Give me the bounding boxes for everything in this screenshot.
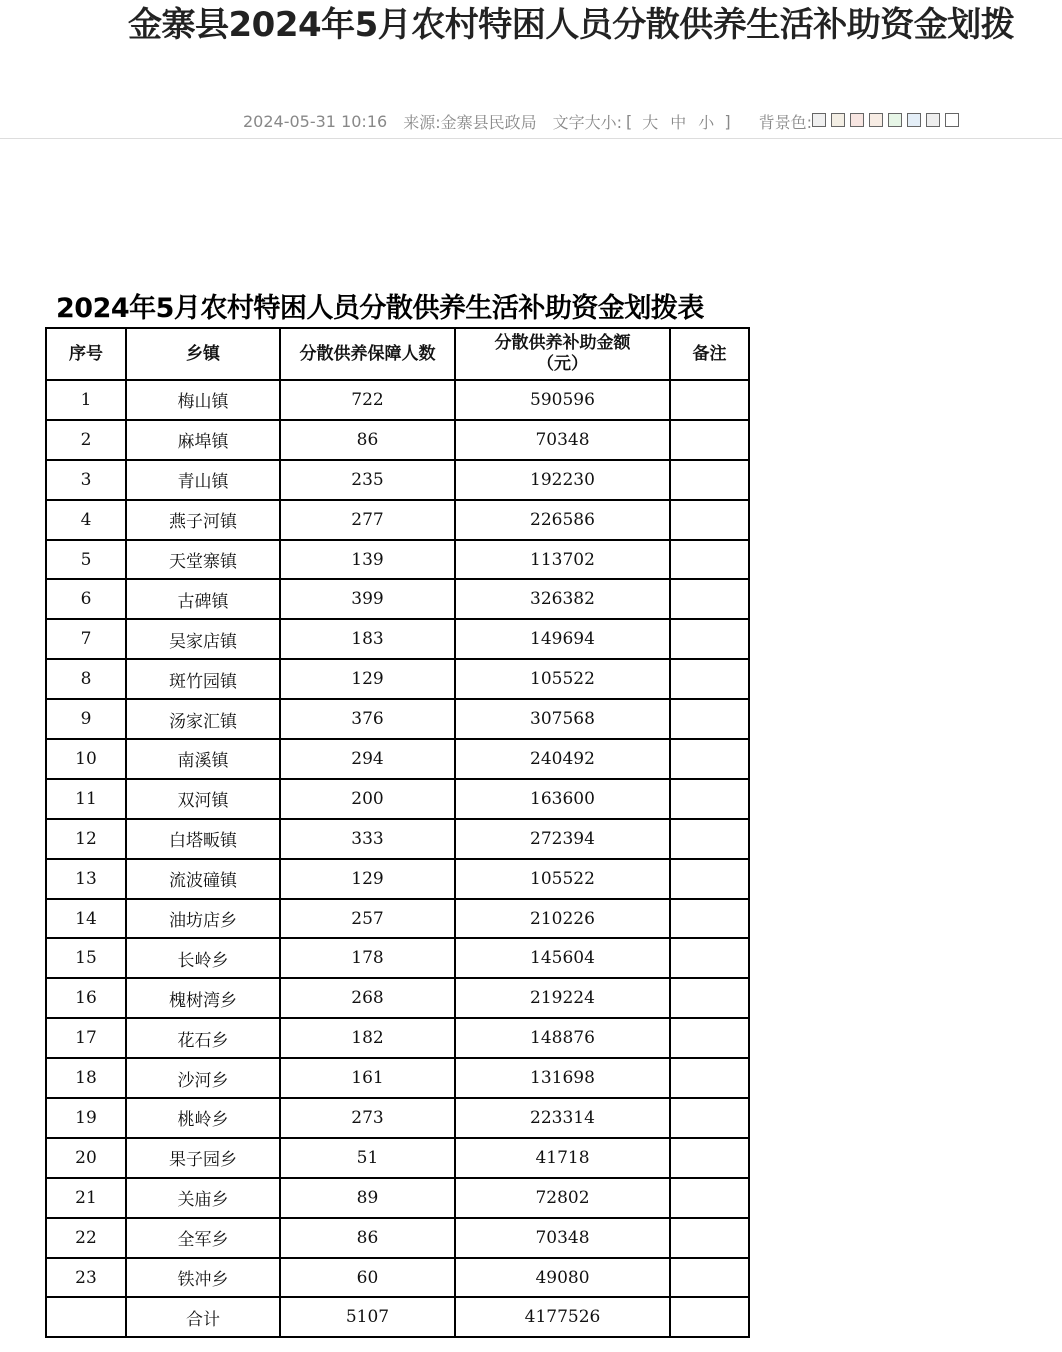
cell-amount: 113702 xyxy=(455,540,670,580)
background-color-swatch[interactable] xyxy=(850,113,864,127)
background-color-label: 背景色: xyxy=(758,113,812,132)
table-row xyxy=(46,1218,749,1258)
header-remarks: 备注 xyxy=(670,328,749,380)
publish-date: 2024-05-31 10:16 xyxy=(243,112,388,131)
table-row xyxy=(46,460,749,500)
cell-amount: 131698 xyxy=(455,1058,670,1098)
cell-index: 2 xyxy=(46,420,126,460)
cell-index: 12 xyxy=(46,819,126,859)
cell-remarks xyxy=(670,619,749,659)
background-color-swatch[interactable] xyxy=(926,113,940,127)
article-title: 金寨县2024年5月农村特困人员分散供养生活补助资金划拨 xyxy=(128,5,1015,45)
table-row xyxy=(46,1258,749,1298)
cell-people-count: 273 xyxy=(280,1098,455,1138)
cell-township: 桃岭乡 xyxy=(126,1098,280,1138)
table-row xyxy=(46,500,749,540)
cell-remarks xyxy=(670,938,749,978)
cell-township: 双河镇 xyxy=(126,779,280,819)
cell-people-count: 294 xyxy=(280,739,455,779)
cell-remarks xyxy=(670,819,749,859)
cell-township: 吴家店镇 xyxy=(126,619,280,659)
cell-amount: 49080 xyxy=(455,1258,670,1298)
article-meta-bar xyxy=(0,106,1062,136)
cell-index: 11 xyxy=(46,779,126,819)
cell-people-count: 399 xyxy=(280,579,455,619)
cell-people-count: 182 xyxy=(280,1018,455,1058)
cell-index: 13 xyxy=(46,859,126,899)
cell-index: 16 xyxy=(46,978,126,1018)
cell-amount: 192230 xyxy=(455,460,670,500)
header-amount-line2: （元） xyxy=(537,354,588,374)
cell-remarks xyxy=(670,540,749,580)
cell-remarks xyxy=(670,1098,749,1138)
cell-remarks xyxy=(670,1138,749,1178)
cell-township: 油坊店乡 xyxy=(126,899,280,939)
cell-index: 17 xyxy=(46,1018,126,1058)
cell-index: 19 xyxy=(46,1098,126,1138)
cell-remarks xyxy=(670,699,749,739)
cell-index: 4 xyxy=(46,500,126,540)
header-people-count: 分散供养保障人数 xyxy=(280,328,455,380)
cell-township: 铁冲乡 xyxy=(126,1258,280,1298)
table-row xyxy=(46,1058,749,1098)
cell-people-count: 183 xyxy=(280,619,455,659)
cell-amount: 72802 xyxy=(455,1178,670,1218)
table-title: 2024年5月农村特困人员分散供养生活补助资金划拨表 xyxy=(56,293,704,324)
background-color-swatch[interactable] xyxy=(945,113,959,127)
cell-people-count: 268 xyxy=(280,978,455,1018)
cell-people-count: 129 xyxy=(280,659,455,699)
cell-people-count: 257 xyxy=(280,899,455,939)
table-row xyxy=(46,540,749,580)
table-row xyxy=(46,579,749,619)
source-label: 来源: xyxy=(403,113,441,132)
cell-index: 23 xyxy=(46,1258,126,1298)
table-row xyxy=(46,1018,749,1058)
table-row xyxy=(46,739,749,779)
cell-remarks xyxy=(670,899,749,939)
table-row xyxy=(46,380,749,420)
cell-people-count: 86 xyxy=(280,1218,455,1258)
table-row xyxy=(46,819,749,859)
cell-people-count: 60 xyxy=(280,1258,455,1298)
table-row xyxy=(46,699,749,739)
table-row xyxy=(46,619,749,659)
cell-township: 梅山镇 xyxy=(126,380,280,420)
cell-remarks xyxy=(670,739,749,779)
cell-remarks xyxy=(670,779,749,819)
cell-index: 7 xyxy=(46,619,126,659)
cell-remarks xyxy=(670,659,749,699)
total-cell-people-count: 5107 xyxy=(280,1297,455,1337)
table-row xyxy=(46,1178,749,1218)
cell-amount: 219224 xyxy=(455,978,670,1018)
cell-index: 21 xyxy=(46,1178,126,1218)
table-row xyxy=(46,1138,749,1178)
cell-amount: 149694 xyxy=(455,619,670,659)
cell-remarks xyxy=(670,1058,749,1098)
total-cell-index xyxy=(46,1297,126,1337)
cell-people-count: 376 xyxy=(280,699,455,739)
cell-remarks xyxy=(670,460,749,500)
font-size-medium-button[interactable]: 中 xyxy=(670,113,687,132)
cell-people-count: 129 xyxy=(280,859,455,899)
cell-amount: 163600 xyxy=(455,779,670,819)
cell-amount: 41718 xyxy=(455,1138,670,1178)
cell-remarks xyxy=(670,859,749,899)
cell-index: 20 xyxy=(46,1138,126,1178)
total-cell-amount: 4177526 xyxy=(455,1297,670,1337)
cell-people-count: 277 xyxy=(280,500,455,540)
cell-amount: 590596 xyxy=(455,380,670,420)
table-row xyxy=(46,420,749,460)
cell-people-count: 178 xyxy=(280,938,455,978)
cell-people-count: 89 xyxy=(280,1178,455,1218)
table-total-row xyxy=(46,1297,749,1337)
header-amount xyxy=(455,328,670,380)
cell-people-count: 722 xyxy=(280,380,455,420)
background-color-swatch[interactable] xyxy=(831,113,845,127)
cell-amount: 307568 xyxy=(455,699,670,739)
cell-amount: 223314 xyxy=(455,1098,670,1138)
cell-township: 古碑镇 xyxy=(126,579,280,619)
cell-township: 麻埠镇 xyxy=(126,420,280,460)
cell-remarks xyxy=(670,420,749,460)
cell-township: 青山镇 xyxy=(126,460,280,500)
cell-index: 10 xyxy=(46,739,126,779)
total-cell-remarks xyxy=(670,1297,749,1337)
cell-township: 流波䃥镇 xyxy=(126,859,280,899)
cell-township: 果子园乡 xyxy=(126,1138,280,1178)
table-row xyxy=(46,779,749,819)
cell-people-count: 200 xyxy=(280,779,455,819)
cell-index: 3 xyxy=(46,460,126,500)
cell-index: 8 xyxy=(46,659,126,699)
header-index: 序号 xyxy=(46,328,126,380)
cell-people-count: 86 xyxy=(280,420,455,460)
cell-amount: 210226 xyxy=(455,899,670,939)
cell-amount: 240492 xyxy=(455,739,670,779)
cell-township: 花石乡 xyxy=(126,1018,280,1058)
header-township: 乡镇 xyxy=(126,328,280,380)
cell-index: 5 xyxy=(46,540,126,580)
source-value: 金寨县民政局 xyxy=(440,113,537,132)
cell-amount: 326382 xyxy=(455,579,670,619)
cell-index: 22 xyxy=(46,1218,126,1258)
cell-index: 6 xyxy=(46,579,126,619)
cell-people-count: 333 xyxy=(280,819,455,859)
font-size-label: 文字大小: xyxy=(552,113,623,132)
cell-amount: 145604 xyxy=(455,938,670,978)
cell-amount: 105522 xyxy=(455,659,670,699)
cell-township: 燕子河镇 xyxy=(126,500,280,540)
header-amount-line1: 分散供养补助金额 xyxy=(494,333,631,353)
table-row xyxy=(46,659,749,699)
cell-remarks xyxy=(670,1178,749,1218)
cell-township: 汤家汇镇 xyxy=(126,699,280,739)
table-body xyxy=(46,380,749,1337)
background-color-swatch[interactable] xyxy=(869,113,883,127)
cell-township: 槐树湾乡 xyxy=(126,978,280,1018)
cell-township: 关庙乡 xyxy=(126,1178,280,1218)
cell-remarks xyxy=(670,1018,749,1058)
cell-people-count: 235 xyxy=(280,460,455,500)
background-color-swatches xyxy=(812,112,964,131)
cell-index: 15 xyxy=(46,938,126,978)
cell-index: 9 xyxy=(46,699,126,739)
cell-remarks xyxy=(670,579,749,619)
bracket-open: [ xyxy=(626,112,633,131)
background-color-swatch[interactable] xyxy=(888,113,902,127)
table-header-row xyxy=(46,328,749,380)
table-row xyxy=(46,1098,749,1138)
bracket-close: ] xyxy=(724,112,731,131)
cell-township: 天堂寨镇 xyxy=(126,540,280,580)
cell-people-count: 161 xyxy=(280,1058,455,1098)
cell-amount: 70348 xyxy=(455,1218,670,1258)
cell-township: 长岭乡 xyxy=(126,938,280,978)
cell-remarks xyxy=(670,1218,749,1258)
cell-index: 14 xyxy=(46,899,126,939)
table-row xyxy=(46,859,749,899)
cell-remarks xyxy=(670,978,749,1018)
cell-index: 18 xyxy=(46,1058,126,1098)
table-row xyxy=(46,978,749,1018)
table-row xyxy=(46,938,749,978)
cell-amount: 148876 xyxy=(455,1018,670,1058)
cell-township: 斑竹园镇 xyxy=(126,659,280,699)
cell-township: 白塔畈镇 xyxy=(126,819,280,859)
cell-remarks xyxy=(670,380,749,420)
background-color-swatch[interactable] xyxy=(907,113,921,127)
cell-amount: 105522 xyxy=(455,859,670,899)
cell-township: 南溪镇 xyxy=(126,739,280,779)
cell-amount: 226586 xyxy=(455,500,670,540)
cell-township: 沙河乡 xyxy=(126,1058,280,1098)
cell-people-count: 51 xyxy=(280,1138,455,1178)
cell-amount: 272394 xyxy=(455,819,670,859)
cell-remarks xyxy=(670,500,749,540)
allocation-table xyxy=(45,327,750,1338)
font-size-large-button[interactable]: 大 xyxy=(642,113,659,132)
table-row xyxy=(46,899,749,939)
cell-people-count: 139 xyxy=(280,540,455,580)
cell-township: 全军乡 xyxy=(126,1218,280,1258)
cell-index: 1 xyxy=(46,380,126,420)
background-color-swatch[interactable] xyxy=(812,113,826,127)
meta-divider xyxy=(0,138,1062,139)
font-size-small-button[interactable]: 小 xyxy=(698,113,715,132)
cell-remarks xyxy=(670,1258,749,1298)
cell-amount: 70348 xyxy=(455,420,670,460)
total-cell-township: 合计 xyxy=(126,1297,280,1337)
